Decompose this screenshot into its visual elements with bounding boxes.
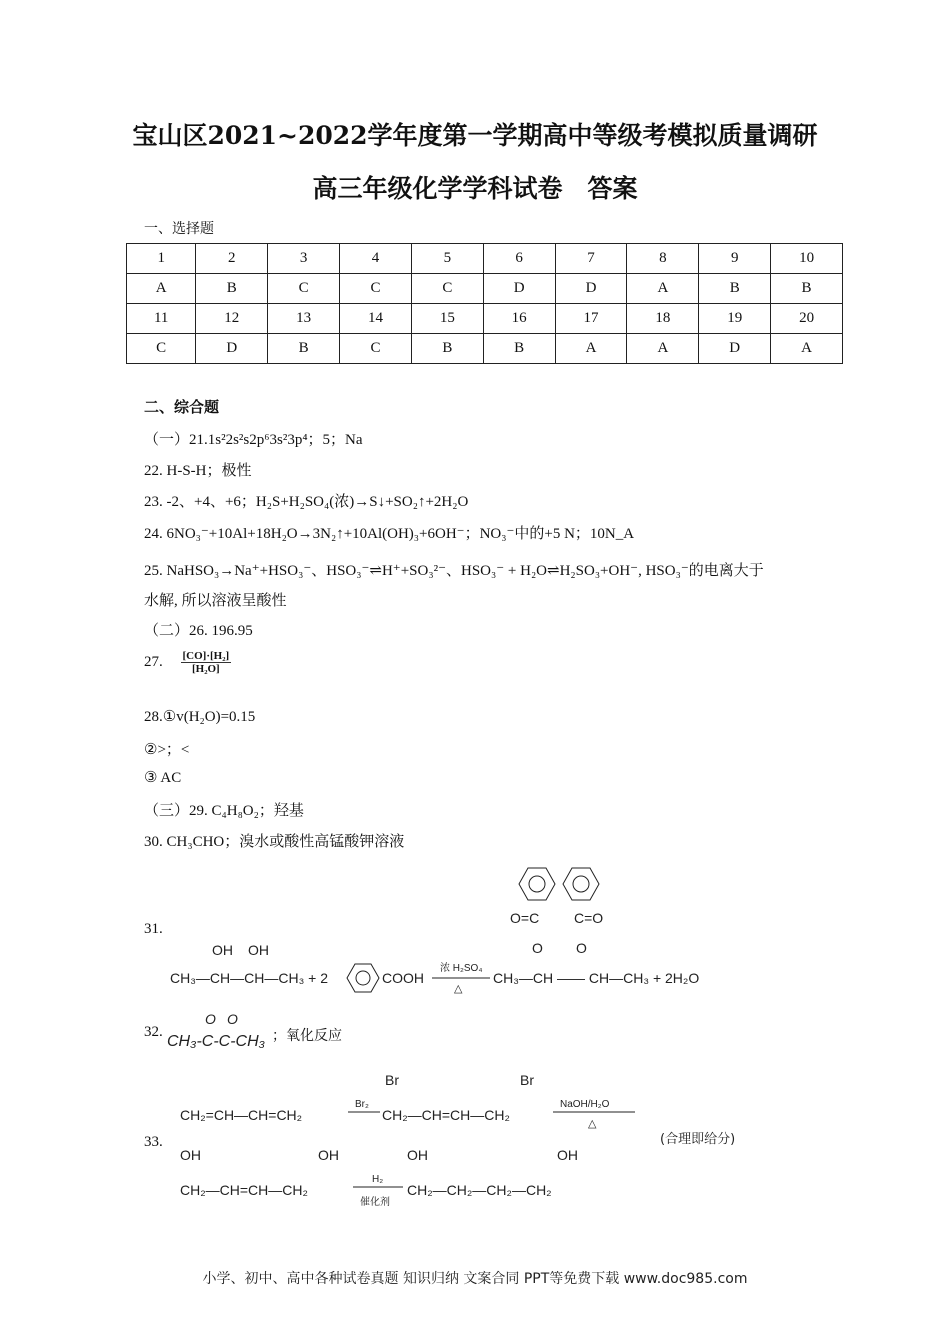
answer-33-label: 33. xyxy=(144,1134,163,1150)
answer-cell: B xyxy=(771,274,843,304)
answer-cell: B xyxy=(196,274,268,304)
benzene-ring-icon xyxy=(519,868,555,900)
question-number-cell: 2 xyxy=(196,244,268,274)
answer-cell: C xyxy=(127,334,196,364)
question-number-cell: 3 xyxy=(268,244,340,274)
fraction-denominator: [H₂O] xyxy=(191,663,220,675)
table-row xyxy=(127,334,843,364)
question-number-cell: 12 xyxy=(196,304,268,334)
ester-oxygen: O xyxy=(532,940,543,956)
question-number-cell: 13 xyxy=(268,304,340,334)
answer-cell: D xyxy=(483,274,555,304)
esterification-reaction-diagram xyxy=(160,860,720,1000)
question-number-cell: 11 xyxy=(127,304,196,334)
answer-28-1: 28.①v(H₂O)=0.15 xyxy=(144,709,256,725)
title-line-1: 宝山区2021~2022学年度第一学期高中等级考模拟质量调研 xyxy=(132,121,818,150)
section-comprehensive-heading: 二、综合题 xyxy=(144,398,220,416)
answer-29: （三）29. C₄H₈O₂；羟基 xyxy=(144,803,304,819)
answer-27-label: 27. xyxy=(144,653,163,670)
answer-cell: B xyxy=(268,334,340,364)
hydroxyl: OH xyxy=(557,1147,578,1163)
answer-32-label: 32. xyxy=(144,1024,163,1040)
note-acceptable: (合理即给分) xyxy=(660,1132,736,1147)
question-number-cell: 9 xyxy=(699,244,771,274)
question-number-cell: 19 xyxy=(699,304,771,334)
answer-cell: C xyxy=(268,274,340,304)
hydroxyl: OH xyxy=(407,1147,428,1163)
hydroxyl: OH xyxy=(180,1147,201,1163)
benzene-ring-circle xyxy=(529,876,545,892)
equilibrium-constant-fraction xyxy=(181,650,232,675)
carbonyl-right: C=O xyxy=(574,910,604,926)
answer-cell: D xyxy=(196,334,268,364)
question-number-cell: 17 xyxy=(555,304,627,334)
fraction-numerator: [CO]·[H₂] xyxy=(182,650,230,662)
bromine-substituent: Br xyxy=(385,1072,399,1088)
title-line-2: 高三年级化学学科试卷 答案 xyxy=(312,174,638,203)
diketone-structure xyxy=(165,1008,275,1056)
answer-cell: A xyxy=(771,334,843,364)
hydroxyl: OH xyxy=(318,1147,339,1163)
diol-intermediate: CH₂—CH=CH—CH₂ xyxy=(180,1182,308,1198)
answer-cell: D xyxy=(555,274,627,304)
answer-31-label: 31. xyxy=(144,921,163,937)
question-number-cell: 10 xyxy=(771,244,843,274)
condition-heat: △ xyxy=(454,983,463,995)
answer-cell: C xyxy=(340,274,412,304)
question-number-cell: 6 xyxy=(483,244,555,274)
bromine-substituent: Br xyxy=(520,1072,534,1088)
catalyst-label: 催化剂 xyxy=(360,1197,390,1208)
footer-advert: 小学、初中、高中各种试卷真题 知识归纳 文案合同 PPT等免费下载 www.doc985.com xyxy=(202,1271,748,1287)
answer-cell: A xyxy=(555,334,627,364)
diketone-formula: CH₃-C-C-CH₃ xyxy=(167,1033,265,1050)
table-row xyxy=(127,274,843,304)
answer-cell: C xyxy=(411,274,483,304)
table-row xyxy=(127,244,843,274)
answer-25-line2: 水解, 所以溶液呈酸性 xyxy=(144,593,287,609)
reagent-naoh: NaOH/H₂O xyxy=(560,1099,610,1110)
answer-cell: B xyxy=(411,334,483,364)
answer-22: 22. H-S-H；极性 xyxy=(144,463,252,479)
answer-24: 24. 6NO₃⁻+10Al+18H₂O→3N₂↑+10Al(OH)₃+6OH⁻；NO₃⁻中的+5 N；10N_A xyxy=(144,526,635,542)
benzoic-acid-group: COOH xyxy=(382,970,424,986)
question-number-cell: 5 xyxy=(411,244,483,274)
diol-reactant: CH₃—CH—CH—CH₃ + 2 xyxy=(170,970,329,986)
answer-27 xyxy=(144,650,231,675)
answer-cell: C xyxy=(340,334,412,364)
answer-30: 30. CH₃CHO；溴水或酸性高锰酸钾溶液 xyxy=(144,834,405,850)
answer-cell: A xyxy=(127,274,196,304)
section-choice-heading: 一、选择题 xyxy=(144,221,214,237)
question-number-cell: 4 xyxy=(340,244,412,274)
answer-28-2: ②>；< xyxy=(144,742,190,758)
oh-label: OH xyxy=(248,942,269,958)
synthesis-route-diagram xyxy=(175,1065,775,1210)
ester-product: CH₃—CH —— CH—CH₃ + 2H₂O xyxy=(493,970,700,986)
butanediol-product: CH₂—CH₂—CH₂—CH₂ xyxy=(407,1182,552,1198)
butadiene: CH₂=CH—CH=CH₂ xyxy=(180,1107,303,1123)
answer-cell: A xyxy=(627,274,699,304)
benzene-ring-circle xyxy=(573,876,589,892)
answer-cell: A xyxy=(627,334,699,364)
question-number-cell: 18 xyxy=(627,304,699,334)
reagent-br2: Br₂ xyxy=(355,1099,369,1110)
answer-23: 23. -2、+4、+6；H₂S+H₂SO₄(浓)→S↓+SO₂↑+2H₂O xyxy=(144,494,469,510)
dibromide-product: CH₂—CH=CH—CH₂ xyxy=(382,1107,510,1123)
benzene-ring-circle xyxy=(356,971,370,985)
answer-table xyxy=(126,243,843,364)
answer-21: （一）21.1s²2s²s2p⁶3s²3p⁴；5；Na xyxy=(144,432,363,448)
answer-cell: D xyxy=(699,334,771,364)
ester-oxygen: O xyxy=(576,940,587,956)
table-row xyxy=(127,304,843,334)
question-number-cell: 7 xyxy=(555,244,627,274)
question-number-cell: 14 xyxy=(340,304,412,334)
benzene-ring-icon xyxy=(563,868,599,900)
answer-32-reaction-type: ；氧化反应 xyxy=(272,1028,342,1044)
question-number-cell: 20 xyxy=(771,304,843,334)
answer-28-3: ③ AC xyxy=(144,770,182,786)
carbonyl-o: O xyxy=(205,1011,216,1027)
carbonyl-o: O xyxy=(227,1011,238,1027)
reagent-h2: H₂ xyxy=(372,1174,384,1185)
question-number-cell: 1 xyxy=(127,244,196,274)
question-number-cell: 16 xyxy=(483,304,555,334)
answer-cell: B xyxy=(483,334,555,364)
condition-heat: △ xyxy=(588,1118,597,1130)
carbonyl-left: O=C xyxy=(510,910,540,926)
question-number-cell: 15 xyxy=(411,304,483,334)
condition-top: 浓 H₂SO₄ xyxy=(440,963,483,974)
answer-cell: B xyxy=(699,274,771,304)
oh-label: OH xyxy=(212,942,233,958)
answer-25-line1: 25. NaHSO₃→Na⁺+HSO₃⁻、HSO₃⁻⇌H⁺+SO₃²⁻、HSO₃⁻ + H₂O⇌H₂SO₃+OH⁻, HSO₃⁻的电离大于 xyxy=(144,563,764,579)
answer-26: （二）26. 196.95 xyxy=(144,623,253,639)
benzene-ring-icon xyxy=(347,964,379,992)
question-number-cell: 8 xyxy=(627,244,699,274)
